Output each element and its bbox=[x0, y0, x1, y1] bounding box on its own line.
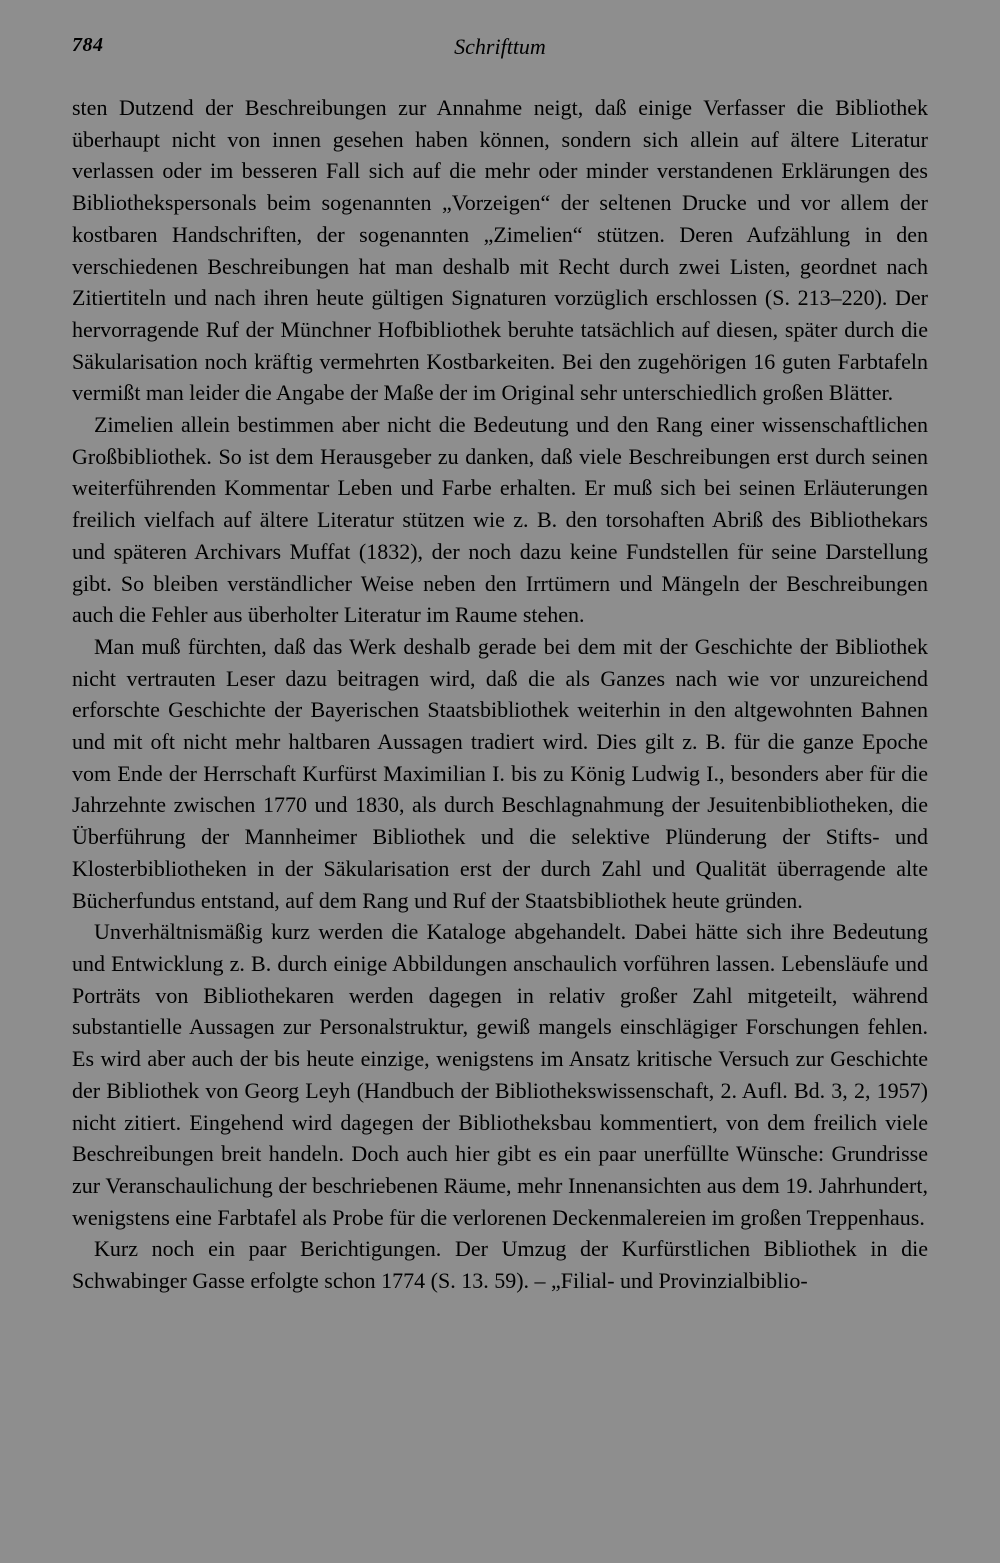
body-text bbox=[72, 92, 928, 1297]
page-header bbox=[72, 34, 928, 64]
page-number: 784 bbox=[72, 34, 104, 56]
paragraph-5: Kurz noch ein paar Berichtigungen. Der Umzug der Kurfürstlichen Bibliothek in die Schwabinger Gasse erfolgte schon 1774 (S. 13. 59). – „Filial- und Provinzialbiblio- bbox=[72, 1236, 928, 1294]
running-title: Schrifttum bbox=[454, 34, 546, 59]
paragraph-2: Zimelien allein bestimmen aber nicht die Bedeutung und den Rang einer wissenschaftlichen Großbibliothek. So ist dem Herausgeber zu danken, daß viele Beschreibungen erst durch seinen weiterführenden Kommentar Leben und Farbe erhalten. Er muß sich bei seinen Erläuterungen freilich vielfach auf ältere Literatur stützen wie z. B. den torsohaften Abriß des Bibliothekars und späteren Archivars Muffat (1832), der noch dazu keine Fundstellen für seine Darstellung gibt. So bleiben verständlicher Weise neben den Irrtümern und Mängeln der Beschreibungen auch die Fehler aus überholter Literatur im Raume stehen. bbox=[72, 412, 928, 628]
paragraph-4: Unverhältnismäßig kurz werden die Kataloge abgehandelt. Dabei hätte sich ihre Bedeutung und Entwicklung z. B. durch einige Abbildungen anschaulich vorführen lassen. Lebensläufe und Porträts von Bibliothekaren werden dagegen in relativ großer Zahl mitgeteilt, während substantielle Aussagen zur Personalstruktur, gewiß mangels einschlägiger Forschungen fehlen. Es wird aber auch der bis heute einzige, wenigstens im Ansatz kritische Versuch zur Geschichte der Bibliothek von Georg Leyh (Handbuch der Bibliothekswissenschaft, 2. Aufl. Bd. 3, 2, 1957) nicht zitiert. Eingehend wird dagegen der Bibliotheksbau kommentiert, von dem freilich viele Beschreibungen breit handeln. Doch auch hier gibt es ein paar unerfüllte Wünsche: Grundrisse zur Veranschaulichung der beschriebenen Räume, mehr Innenansichten aus dem 19. Jahrhundert, wenigstens eine Farbtafel als Probe für die verlorenen Deckenmalereien im großen Treppenhaus. bbox=[72, 919, 928, 1230]
paragraph-1: sten Dutzend der Beschreibungen zur Annahme neigt, daß einige Verfasser die Bibliothek überhaupt nicht von innen gesehen haben können, sondern sich allein auf ältere Literatur verlassen oder im besseren Fall sich auf die mehr oder minder verstandenen Erklärungen des Bibliothekspersonals beim sogenannten „Vorzeigen“ der seltenen Drucke und vor allem der kostbaren Handschriften, der sogenannten „Zimelien“ stützen. Deren Aufzählung in den verschiedenen Beschreibungen hat man deshalb mit Recht durch zwei Listen, geordnet nach Zitiertiteln und nach ihren heute gültigen Signaturen vorzüglich erschlossen (S. 213–220). Der hervorragende Ruf der Münchner Hofbibliothek beruhte tatsächlich auf diesen, später durch die Säkularisation noch kräftig vermehrten Kostbarkeiten. Bei den zugehörigen 16 guten Farbtafeln vermißt man leider die Angabe der Maße der im Original sehr unterschiedlich großen Blätter. bbox=[72, 95, 928, 406]
paragraph-3: Man muß fürchten, daß das Werk deshalb gerade bei dem mit der Geschichte der Bibliothek nicht vertrauten Leser dazu beitragen wird, daß die als Ganzes nach wie vor unzureichend erforschte Geschichte der Bayerischen Staatsbibliothek weiterhin in den altgewohnten Bahnen und mit oft nicht mehr haltbaren Aussagen tradiert wird. Dies gilt z. B. für die ganze Epoche vom Ende der Herrschaft Kurfürst Maximilian I. bis zu König Ludwig I., besonders aber für die Jahrzehnte zwischen 1770 und 1830, als durch Beschlagnahmung der Jesuitenbibliotheken, die Überführung der Mannheimer Bibliothek und die selektive Plünderung der Stifts- und Klosterbibliotheken in der Säkularisation erst der durch Zahl und Qualität überragende alte Bücherfundus entstand, auf dem Rang und Ruf der Staatsbibliothek heute gründen. bbox=[72, 633, 928, 913]
